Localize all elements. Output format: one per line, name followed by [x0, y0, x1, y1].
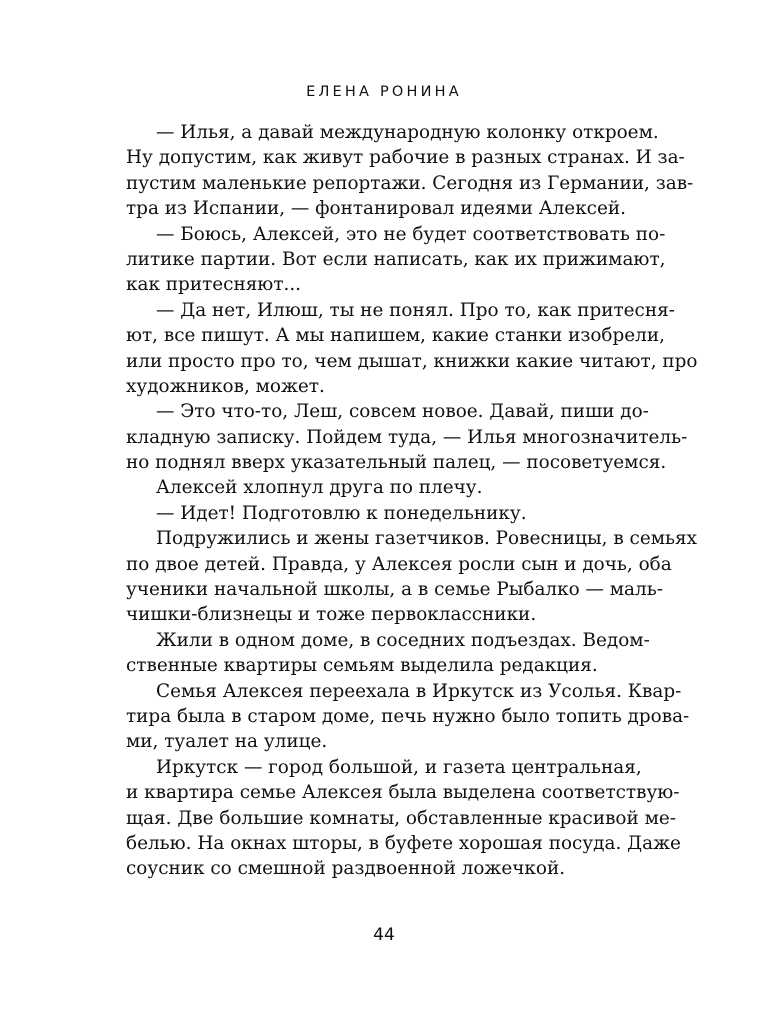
text-line: Ну допустим, как живут рабочие в разных странах. И за-: [126, 147, 685, 169]
text-line: Жили в одном доме, в соседних подъездах. Ведом-: [156, 629, 650, 651]
text-line: кладную записку. Пойдем туда, — Илья многозначитель-: [126, 426, 688, 448]
text-line: щая. Две большие комнаты, обставленные красивой ме-: [126, 807, 677, 829]
page-number: 44: [373, 925, 395, 945]
text-line: пустим маленькие репортажи. Сегодня из Германии, зав-: [126, 172, 694, 194]
text-line: соусник со смешной раздвоенной ложечкой.: [126, 858, 566, 880]
text-line: тра из Испании, — фонтанировал идеями Алексей.: [126, 198, 626, 220]
text-line: ственные квартиры семьям выделила редакция.: [126, 655, 598, 677]
text-line: по двое детей. Правда, у Алексея росли сын и дочь, оба: [126, 553, 672, 575]
running-head: ЕЛЕНА РОНИНА: [306, 84, 462, 100]
text-line: белью. На окнах шторы, в буфете хорошая посуда. Даже: [126, 832, 681, 854]
text-line: но поднял вверх указательный палец, — посоветуемся.: [126, 452, 667, 474]
text-line: литике партии. Вот если написать, как их прижимают,: [126, 248, 666, 270]
text-line: Иркутск — город большой, и газета центральная,: [156, 756, 642, 778]
text-line: — Боюсь, Алексей, это не будет соответствовать по-: [156, 223, 666, 245]
text-line: — Это что-то, Леш, совсем новое. Давай, пиши до-: [156, 401, 649, 423]
text-line: Алексей хлопнул друга по плечу.: [156, 477, 483, 499]
text-line: ученики начальной школы, а в семье Рыбалко — маль-: [126, 579, 663, 601]
text-line: художников, может.: [126, 375, 325, 397]
text-line: — Идет! Подготовлю к понедельнику.: [156, 502, 527, 524]
text-line: или просто про то, чем дышат, книжки какие читают, про: [126, 350, 698, 372]
text-line: Подружились и жены газетчиков. Ровесницы, в семьях: [156, 528, 697, 550]
text-line: Семья Алексея переехала в Иркутск из Усолья. Квар-: [156, 680, 682, 702]
text-line: тира была в старом доме, печь нужно было топить дрова-: [126, 705, 690, 727]
text-line: ми, туалет на улице.: [126, 731, 328, 753]
text-line: ют, все пишут. А мы напишем, какие станки изобрели,: [126, 325, 665, 347]
text-line: чишки-близнецы и тоже первоклассники.: [126, 604, 537, 626]
body-text: [126, 120, 698, 882]
text-line: и квартира семье Алексея была выделена соответствую-: [126, 782, 680, 804]
text-line: — Да нет, Илюш, ты не понял. Про то, как притесня-: [156, 299, 675, 321]
text-line: — Илья, а давай международную колонку откроем.: [156, 122, 659, 143]
text-line: как притесняют...: [126, 274, 302, 296]
